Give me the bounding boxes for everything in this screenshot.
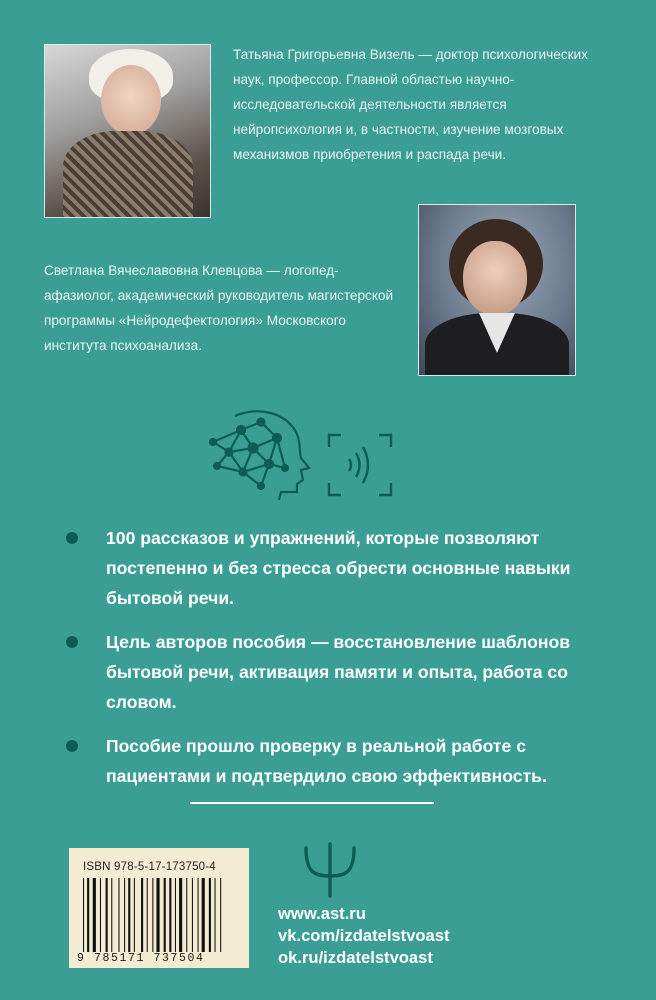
link-website[interactable]: www.ast.ru bbox=[278, 904, 366, 923]
author-photo-vizel bbox=[44, 44, 211, 218]
bullet-dot-icon bbox=[66, 532, 78, 544]
author-bio-klevtsova: Светлана Вячеславовна Клевцова — логопед-афазиолог, академический руководитель магистерской программы «Нейродефектология» Московского института психоанализа. bbox=[44, 263, 394, 353]
author-bio-vizel: Татьяна Григорьевна Визель — доктор психологических наук, профессор. Главной областью научно- исследовательской деятельности является нейропсихология и, в частности, изучение мозговых механизмов приобретения и распада речи. bbox=[233, 47, 588, 162]
link-ok[interactable]: ok.ru/izdatelstvoast bbox=[278, 948, 433, 967]
publisher-links bbox=[278, 903, 450, 969]
list-item: Пособие прошло проверку в реальной работе с пациентами и подтвердило свою эффективность. bbox=[66, 731, 586, 791]
isbn-label: ISBN 978-5-17-173750-4 bbox=[83, 861, 216, 873]
psi-logo-icon bbox=[300, 842, 360, 903]
ean-number: 9 785171 737504 bbox=[77, 952, 205, 965]
bullet-dot-icon bbox=[66, 740, 78, 752]
list-item: Цель авторов пособия — восстановление шаблонов бытовой речи, активация памяти и опыта, работа со словом. bbox=[66, 627, 586, 717]
list-item: 100 рассказов и упражнений, которые позволяют постепенно и без стресса обрести основные навыки бытовой речи. bbox=[66, 523, 586, 613]
author-photo-klevtsova bbox=[418, 204, 576, 376]
feature-list bbox=[66, 523, 586, 805]
link-vk[interactable]: vk.com/izdatelstvoast bbox=[278, 926, 450, 945]
divider bbox=[190, 802, 434, 804]
head-network-icon bbox=[205, 408, 315, 505]
barcode-panel bbox=[69, 848, 249, 968]
sound-scan-icon bbox=[327, 433, 393, 502]
bullet-dot-icon bbox=[66, 636, 78, 648]
barcode-bars bbox=[83, 878, 239, 952]
